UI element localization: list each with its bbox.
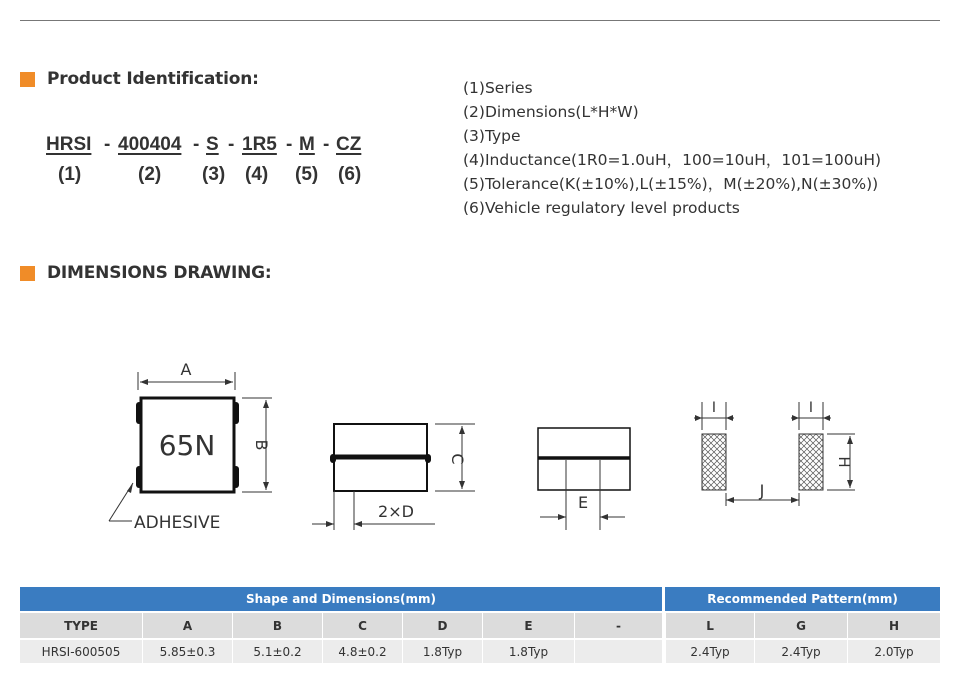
code-part-dimensions: 400404: [118, 134, 182, 155]
legend-item: (3)Type: [463, 127, 521, 145]
header-h: H: [847, 611, 940, 638]
dimensions-drawing: [90, 350, 880, 550]
code-legend: [463, 76, 881, 220]
legend-item: (2)Dimensions(L*H*W): [463, 103, 639, 121]
header-e: E: [482, 611, 574, 638]
table-row: [20, 638, 940, 663]
label-j: J: [759, 481, 765, 500]
code-separator: -: [104, 134, 111, 155]
label-a: A: [180, 360, 192, 379]
cell-c: 4.8±0.2: [322, 638, 402, 663]
group-shape-dimensions: Shape and Dimensions(mm): [20, 587, 662, 611]
header-g: G: [754, 611, 847, 638]
cell-l: 2.4Typ: [665, 638, 754, 663]
side-view: [538, 428, 630, 530]
header-b: B: [232, 611, 322, 638]
cell-dash: [574, 638, 662, 663]
header-d: D: [402, 611, 482, 638]
legend-item: (4)Inductance(1R0=1.0uH，100=10uH，101=100uH): [463, 151, 882, 169]
adhesive-label: ADHESIVE: [134, 513, 221, 533]
section-dimensions-drawing: [20, 263, 271, 283]
cell-type: HRSI-600505: [20, 638, 142, 663]
legend-item: (5)Tolerance(K(±10%),L(±15%)，M(±20%),N(±30%)): [463, 175, 879, 193]
code-part-inductance: 1R5: [242, 134, 277, 155]
top-divider: [20, 20, 940, 21]
land-pattern: [694, 400, 855, 506]
cell-g: 2.4Typ: [754, 638, 847, 663]
header-c: C: [322, 611, 402, 638]
code-part-level: CZ: [336, 134, 362, 155]
table-column-header: [20, 611, 940, 638]
code-separator: -: [323, 134, 330, 155]
code-number: (6): [338, 164, 362, 185]
legend-item: (6)Vehicle regulatory level products: [463, 199, 740, 217]
cell-b: 5.1±0.2: [232, 638, 322, 663]
top-view: [109, 360, 272, 533]
dimensions-table: [20, 587, 940, 663]
cell-d: 1.8Typ: [402, 638, 482, 663]
legend-item: (1)Series: [463, 79, 533, 97]
table-group-header: [20, 587, 940, 611]
section-title: DIMENSIONS DRAWING:: [47, 263, 272, 283]
front-view: [312, 424, 475, 530]
label-e: E: [577, 493, 589, 512]
code-number: (5): [295, 164, 319, 185]
group-recommended-pattern: Recommended Pattern(mm): [665, 587, 940, 611]
code-number: (1): [58, 164, 82, 185]
header-dash: -: [574, 611, 662, 638]
code-number: (2): [138, 164, 162, 185]
code-number: (3): [202, 164, 226, 185]
label-i-right: I: [808, 400, 814, 416]
label-2xd: 2×D: [378, 502, 414, 521]
orange-square-icon: [20, 266, 35, 281]
code-separator: -: [193, 134, 200, 155]
marking-65n: 65N: [158, 429, 216, 462]
label-b: B: [252, 439, 271, 451]
label-c: C: [448, 453, 467, 465]
cell-h: 2.0Typ: [847, 638, 940, 663]
label-h: H: [835, 456, 853, 468]
header-l: L: [665, 611, 754, 638]
code-separator: -: [286, 134, 293, 155]
code-separator: -: [228, 134, 235, 155]
cell-a: 5.85±0.3: [142, 638, 232, 663]
code-part-tolerance: M: [299, 134, 315, 155]
section-title: Product Identification:: [47, 69, 259, 89]
header-type: TYPE: [20, 611, 142, 638]
orange-square-icon: [20, 72, 35, 87]
code-number: (4): [245, 164, 269, 185]
cell-e: 1.8Typ: [482, 638, 574, 663]
code-part-series: HRSI: [46, 134, 92, 155]
code-part-type: S: [206, 134, 219, 155]
header-a: A: [142, 611, 232, 638]
section-product-identification: [20, 69, 259, 89]
label-i-left: I: [711, 400, 717, 416]
